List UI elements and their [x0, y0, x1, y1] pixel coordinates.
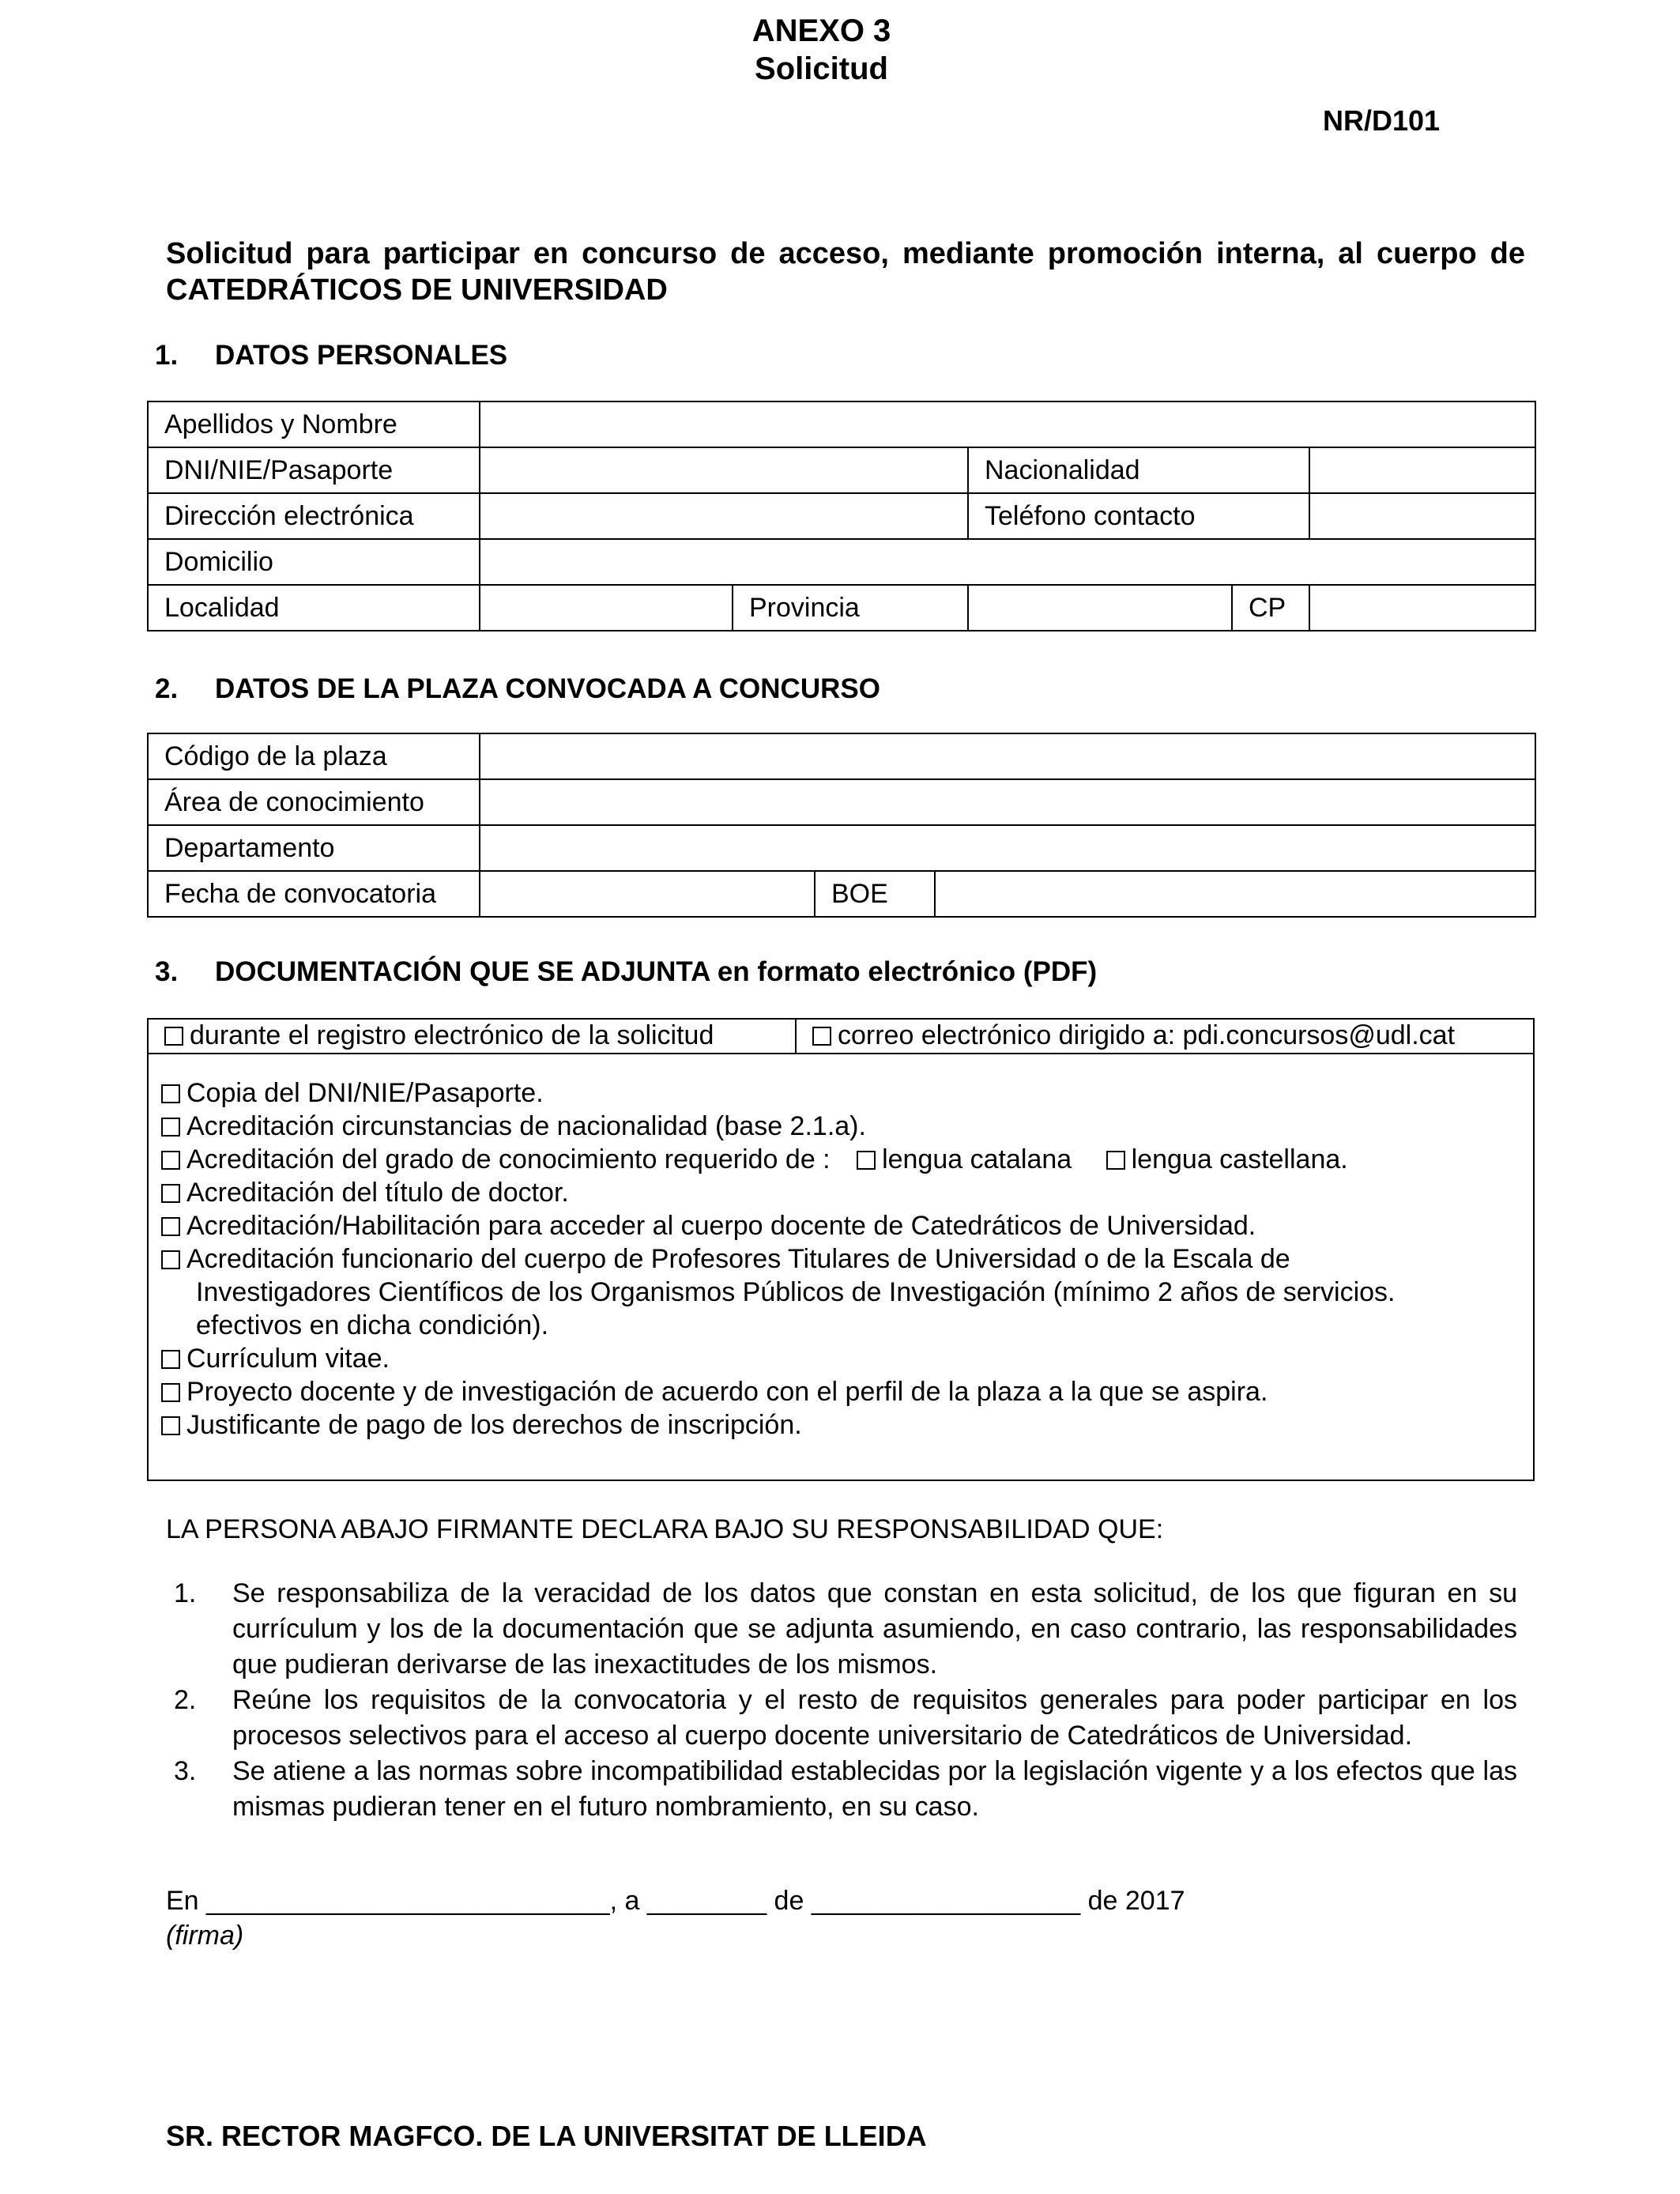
- label-apellidos: Apellidos y Nombre: [148, 401, 480, 447]
- addressee: SR. RECTOR MAGFCO. DE LA UNIVERSITAT DE LLEIDA: [166, 2120, 927, 2152]
- declaration-list: [166, 1576, 1517, 1825]
- field-area[interactable]: [480, 779, 1535, 825]
- check-item-label: Acreditación circunstancias de nacionalidad (base 2.1.a).: [186, 1111, 866, 1141]
- check-item-label: Acreditación del grado de conocimiento requerido de :: [186, 1144, 831, 1174]
- declaration-item: [166, 1683, 1517, 1754]
- checkbox-icon[interactable]: [161, 1350, 180, 1369]
- document-code: NR/D101: [1323, 104, 1441, 137]
- check-item-label: Acreditación funcionario del cuerpo de Profesores Titulares de Universidad o de la Escala de: [186, 1244, 1290, 1274]
- check-item-dni[interactable]: [161, 1076, 1520, 1110]
- label-domicilio: Domicilio: [148, 539, 480, 585]
- column-divider: [795, 1020, 797, 1053]
- label-localidad: Localidad: [148, 585, 480, 631]
- label-cp: CP: [1232, 585, 1309, 631]
- document-checklist: [161, 1076, 1520, 1442]
- check-item-proyecto[interactable]: [161, 1375, 1520, 1408]
- check-item-label: Acreditación del título de doctor.: [186, 1178, 569, 1208]
- declaration-item: [166, 1754, 1517, 1825]
- section-2-title: DATOS DE LA PLAZA CONVOCADA A CONCURSO: [215, 673, 880, 704]
- field-departamento[interactable]: [480, 825, 1535, 871]
- field-nacionalidad[interactable]: [1309, 447, 1535, 493]
- label-fecha-convocatoria: Fecha de convocatoria: [148, 871, 480, 917]
- section-2-number: 2.: [155, 673, 179, 704]
- declaration-number: 1.: [174, 1578, 197, 1608]
- label-area: Área de conocimiento: [148, 779, 480, 825]
- check-item-titulo[interactable]: [161, 1176, 1520, 1209]
- declaration-item: [166, 1576, 1517, 1683]
- signature-label: (firma): [166, 1921, 244, 1951]
- check-item-label: Justificante de pago de los derechos de inscripción.: [186, 1410, 802, 1440]
- label-email: Dirección electrónica: [148, 493, 480, 539]
- checkbox-icon[interactable]: [161, 1151, 180, 1170]
- check-item-castellana: lengua castellana.: [1131, 1144, 1348, 1174]
- checkbox-icon[interactable]: [161, 1118, 180, 1137]
- declaration-intro: LA PERSONA ABAJO FIRMANTE DECLARA BAJO SU RESPONSABILIDAD QUE:: [166, 1514, 1164, 1544]
- field-domicilio[interactable]: [480, 539, 1535, 585]
- label-codigo-plaza: Código de la plaza: [148, 733, 480, 779]
- check-item-funcionario[interactable]: [161, 1242, 1520, 1276]
- checkbox-icon[interactable]: [161, 1250, 180, 1269]
- checkbox-icon[interactable]: [812, 1027, 831, 1046]
- declaration-text: Se atiene a las normas sobre incompatibilidad establecidas por la legislación vigente y a los efectos que las mismas pudieran tener en el futuro nombramiento, en su caso.: [232, 1756, 1517, 1822]
- check-item-nacionalidad[interactable]: [161, 1110, 1520, 1143]
- check-item-label: Proyecto docente y de investigación de acuerdo con el perfil de la plaza a la que se aspira.: [186, 1377, 1268, 1407]
- check-item-label: Currículum vitae.: [186, 1344, 390, 1374]
- section-1-title: DATOS PERSONALES: [215, 340, 508, 371]
- check-item-label: Acreditación/Habilitación para acceder al cuerpo docente de Catedráticos de Universidad.: [186, 1211, 1256, 1241]
- checkbox-icon[interactable]: [161, 1416, 180, 1435]
- declaration-number: 2.: [174, 1685, 197, 1715]
- label-provincia: Provincia: [733, 585, 968, 631]
- check-item-pago[interactable]: [161, 1408, 1520, 1442]
- check-item-funcionario-cont: efectivos en dicha condición).: [196, 1310, 549, 1340]
- check-item-label: Copia del DNI/NIE/Pasaporte.: [186, 1078, 544, 1108]
- field-fecha-convocatoria[interactable]: [480, 871, 815, 917]
- plaza-data-table: [147, 733, 1536, 918]
- option-registro-label: durante el registro electrónico de la solicitud: [190, 1020, 714, 1050]
- checkbox-icon[interactable]: [161, 1184, 180, 1203]
- personal-data-table: [147, 401, 1536, 631]
- checkbox-icon[interactable]: [164, 1027, 183, 1046]
- check-item-funcionario-cont: Investigadores Científicos de los Organismos Públicos de Investigación (mínimo 2 años de servicios.: [196, 1277, 1396, 1307]
- checkbox-icon[interactable]: [161, 1383, 180, 1402]
- signature-line[interactable]: En ___________________________, a ________ de __________________ de 2017: [166, 1886, 1185, 1916]
- submission-method-row: [149, 1020, 1533, 1054]
- field-provincia[interactable]: [968, 585, 1232, 631]
- field-email[interactable]: [480, 493, 968, 539]
- check-item-habilitacion[interactable]: [161, 1209, 1520, 1242]
- field-boe[interactable]: [935, 871, 1535, 917]
- field-codigo-plaza[interactable]: [480, 733, 1535, 779]
- checkbox-icon[interactable]: [161, 1217, 180, 1236]
- declaration-number: 3.: [174, 1756, 197, 1786]
- section-3-title: DOCUMENTACIÓN QUE SE ADJUNTA en formato electrónico (PDF): [215, 956, 1098, 987]
- option-registro[interactable]: [164, 1020, 714, 1051]
- documentation-box: [147, 1018, 1535, 1481]
- option-correo-label: correo electrónico dirigido a: pdi.concursos@udl.cat: [838, 1020, 1456, 1050]
- label-dni: DNI/NIE/Pasaporte: [148, 447, 480, 493]
- label-nacionalidad: Nacionalidad: [968, 447, 1309, 493]
- form-heading: Solicitud para participar en concurso de acceso, mediante promoción interna, al cuerpo de CATEDRÁTICOS DE UNIVERSIDAD: [166, 237, 1525, 307]
- option-correo[interactable]: [812, 1020, 1455, 1051]
- label-departamento: Departamento: [148, 825, 480, 871]
- check-item-grado[interactable]: [161, 1143, 1520, 1176]
- field-apellidos[interactable]: [480, 401, 1535, 447]
- checkbox-icon[interactable]: [1106, 1151, 1125, 1170]
- field-cp[interactable]: [1309, 585, 1535, 631]
- declaration-text: Reúne los requisitos de la convocatoria y el resto de requisitos generales para poder participar en los procesos selectivos para el acceso al cuerpo docente universitario de Catedráticos de Universidad.: [232, 1685, 1517, 1751]
- checkbox-icon[interactable]: [857, 1151, 876, 1170]
- check-item-curriculum[interactable]: [161, 1342, 1520, 1375]
- section-1-number: 1.: [155, 340, 179, 371]
- section-3-number: 3.: [155, 956, 179, 987]
- check-item-catalana: lengua catalana: [882, 1144, 1072, 1174]
- label-telefono: Teléfono contacto: [968, 493, 1309, 539]
- label-boe: BOE: [815, 871, 935, 917]
- annex-subtitle: Solicitud: [755, 51, 888, 86]
- checkbox-icon[interactable]: [161, 1084, 180, 1103]
- field-dni[interactable]: [480, 447, 968, 493]
- field-telefono[interactable]: [1309, 493, 1535, 539]
- annex-title: ANEXO 3: [751, 13, 891, 48]
- declaration-text: Se responsabiliza de la veracidad de los datos que constan en esta solicitud, de los que figuran en su currículum y los de la documentación que se adjunta asumiendo, en caso contrario, las responsabilidades que pudieran derivarse de las inexactitudes de los mismos.: [232, 1578, 1517, 1679]
- field-localidad[interactable]: [480, 585, 733, 631]
